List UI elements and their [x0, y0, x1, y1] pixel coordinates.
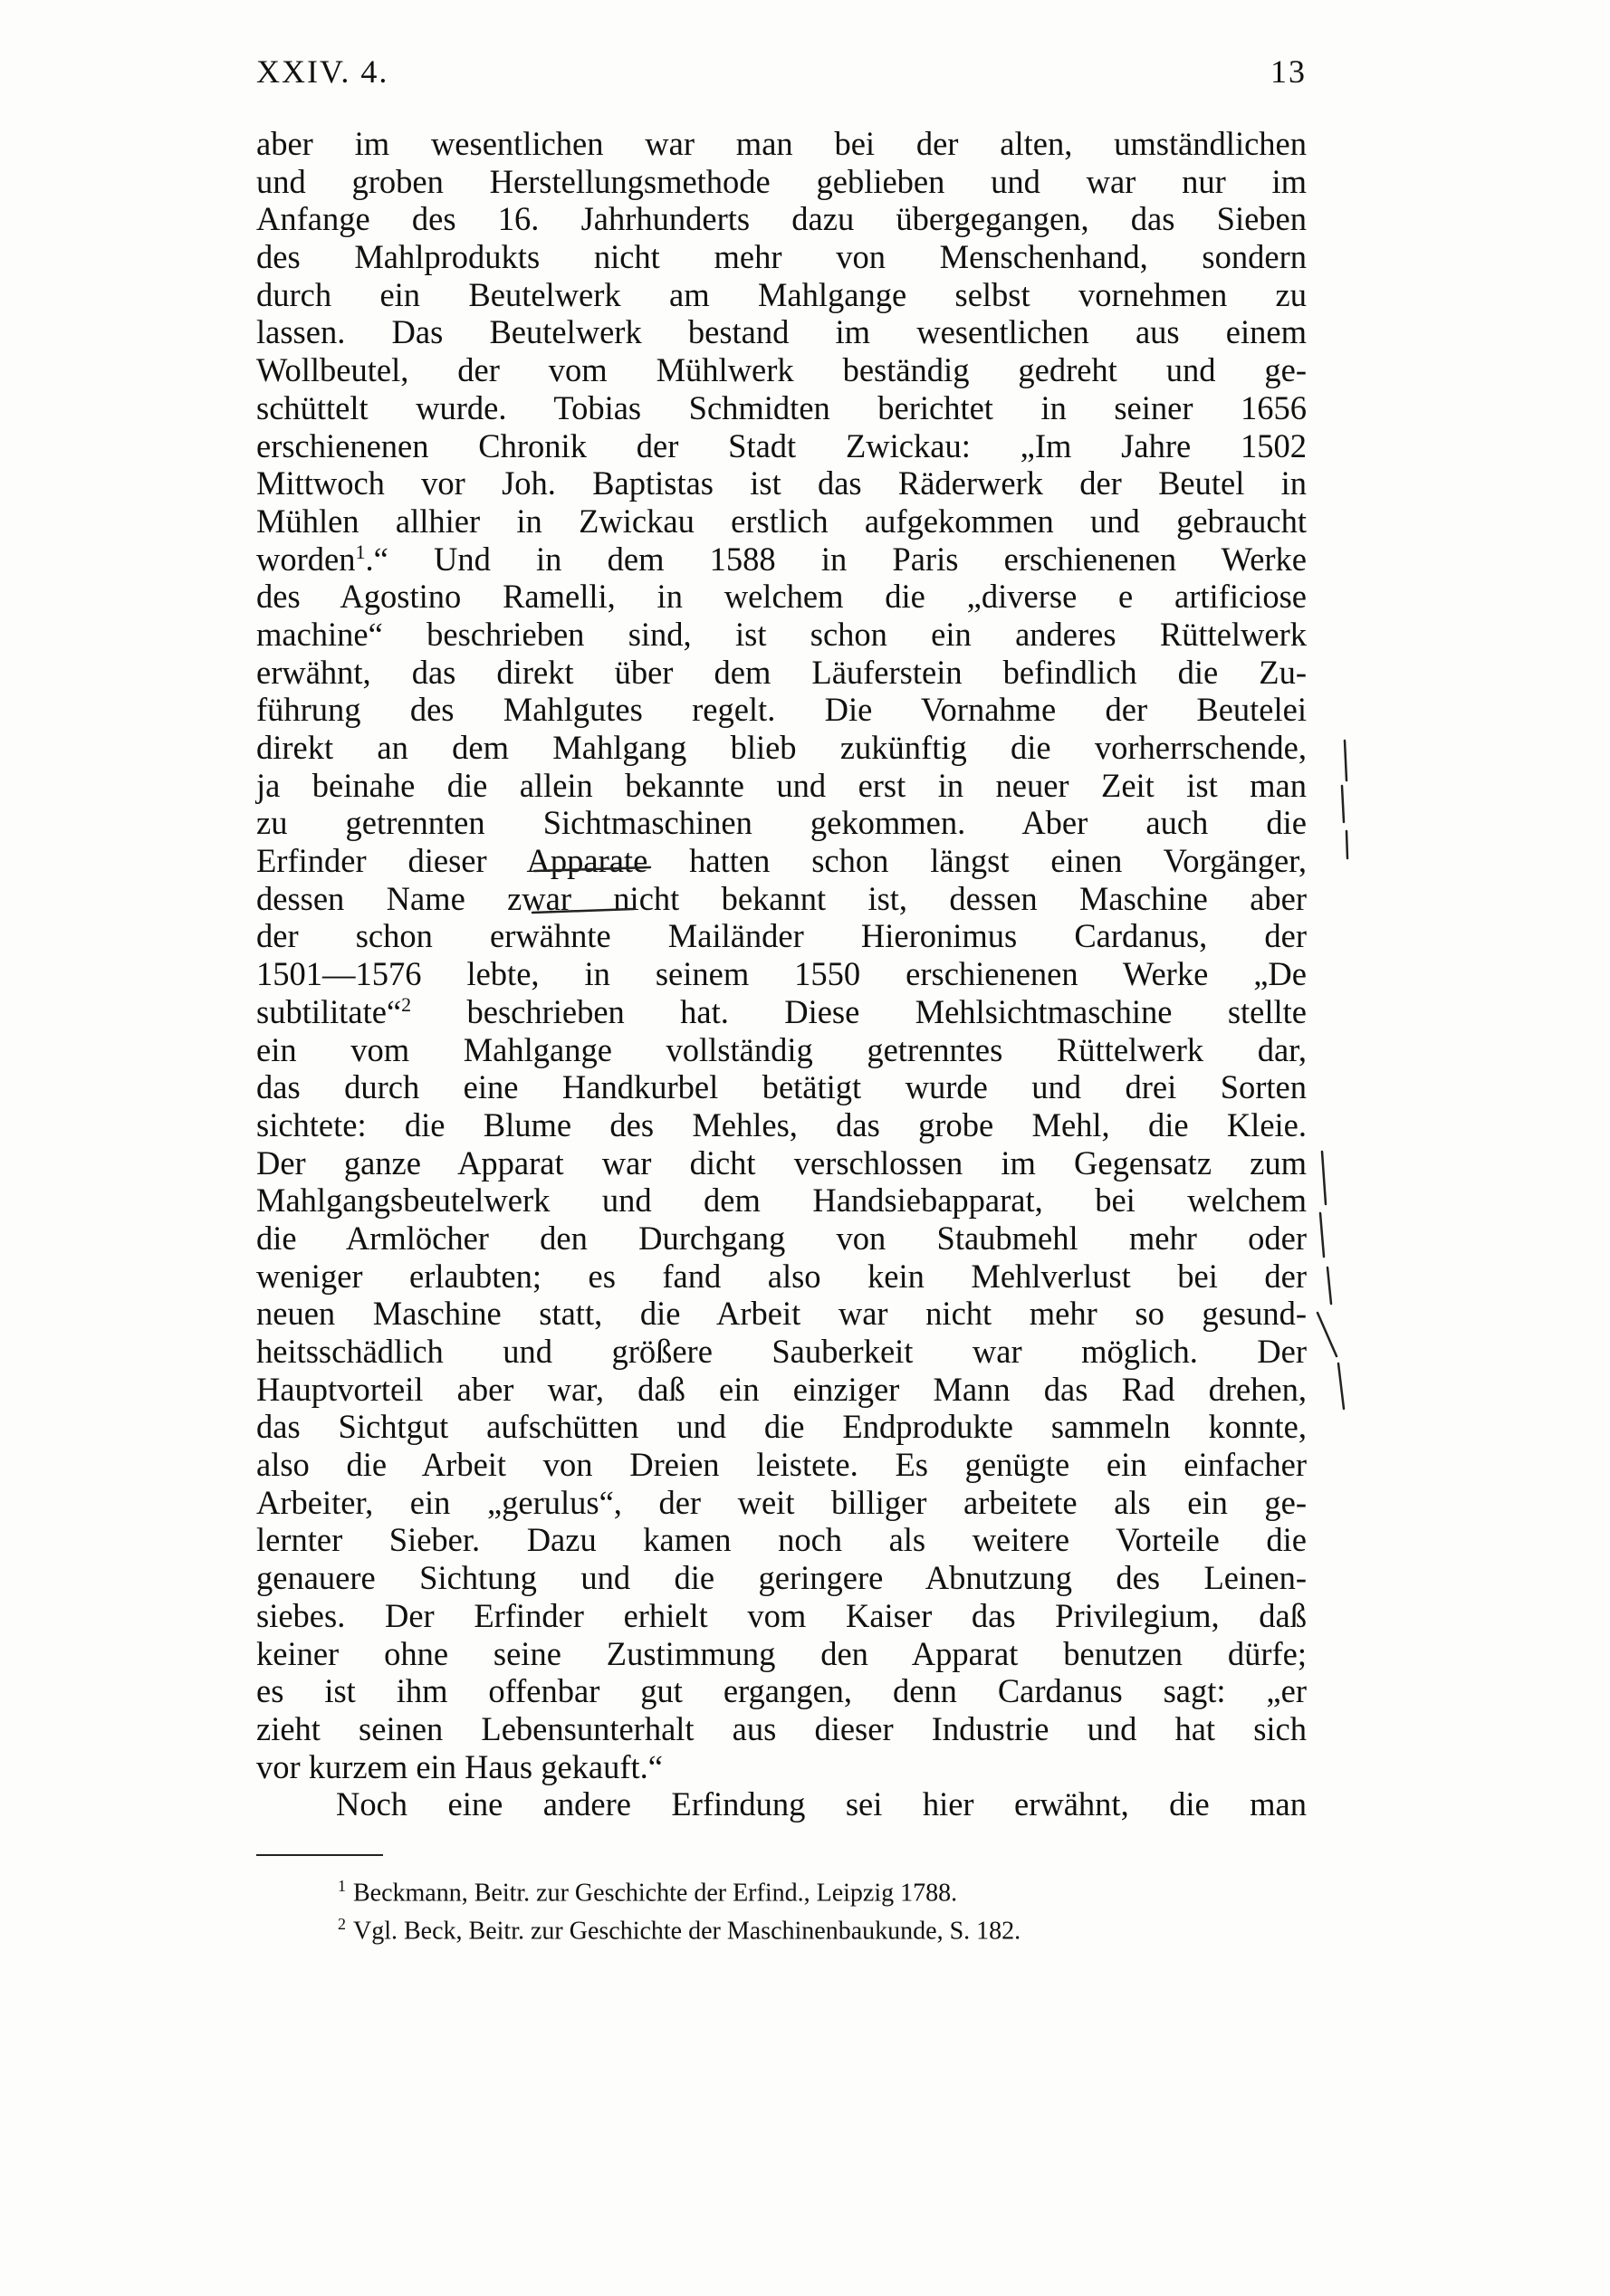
- volume-number: XXIV. 4.: [256, 53, 389, 90]
- footnote-1: [338, 1870, 1307, 1909]
- text-fragment: subtilitate“: [256, 992, 402, 1030]
- text-line: machine“ beschrieben sind, ist schon ein anderes Rüttelwerk: [256, 615, 1307, 653]
- text-line: neuen Maschine statt, die Arbeit war nicht mehr so gesund-: [256, 1295, 1307, 1333]
- text-line: und groben Herstellungsmethode geblieben und war nur im: [256, 162, 1307, 200]
- margin-pencil-line: [1338, 1363, 1344, 1409]
- text-line: also die Arbeit von Dreien leistete. Es genügte ein einfacher: [256, 1446, 1307, 1484]
- text-line: Mühlen allhier in Zwickau erstlich aufgekommen und gebraucht: [256, 502, 1307, 540]
- text-line: führung des Mahlgutes regelt. Die Vornahme der Beutelei: [256, 691, 1307, 729]
- text-line: sichtete: die Blume des Mehles, das grobe Mehl, die Kleie.: [256, 1105, 1307, 1143]
- page-number: 13: [1270, 53, 1307, 90]
- text-line: ein vom Mahlgange vollständig getrenntes Rüttelwerk dar,: [256, 1030, 1307, 1068]
- text-line: Mahlgangsbeutelwerk und dem Handsiebapparat, bei welchem: [256, 1181, 1307, 1220]
- text-line: keiner ohne seine Zustimmung den Apparat benutzen dürfe;: [256, 1634, 1307, 1672]
- margin-pencil-line: [1342, 786, 1344, 822]
- footnote-ref-2[interactable]: 2: [401, 992, 412, 1016]
- text-line: Hauptvorteil aber war, daß ein einziger Mann das Rad drehen,: [256, 1370, 1307, 1408]
- margin-pencil-line: [1346, 831, 1347, 858]
- text-line: aber im wesentlichen war man bei der alten, umständlichen: [256, 125, 1307, 162]
- text-line: Der ganze Apparat war dicht verschlossen im Gegensatz zum: [256, 1143, 1307, 1181]
- text-line-with-footnote-ref: [256, 993, 1307, 1031]
- text-line: lassen. Das Beutelwerk bestand im wesentlichen aus einem: [256, 313, 1307, 351]
- text-line: des Agostino Ramelli, in welchem die „diverse e artificiose: [256, 578, 1307, 616]
- text-line-with-footnote-ref: [256, 541, 1307, 579]
- text-line: vor kurzem ein Haus gekauft.“: [256, 1747, 663, 1785]
- text-line: lernter Sieber. Dazu kamen noch als weitere Vorteile die: [256, 1521, 1307, 1559]
- text-line: erwähnt, das direkt über dem Läuferstein befindlich die Zu-: [256, 653, 1307, 691]
- text-line: das Sichtgut aufschütten und die Endprodukte sammeln konnte,: [256, 1408, 1307, 1446]
- footnote-mark: 1: [338, 1877, 346, 1895]
- text-line: durch ein Beutelwerk am Mahlgange selbst vornehmen zu: [256, 275, 1307, 313]
- margin-pencil-line: [1318, 1313, 1337, 1356]
- text-line: erschienenen Chronik der Stadt Zwickau: „Im Jahre 1502: [256, 426, 1307, 464]
- text-line: die Armlöcher den Durchgang von Staubmehl mehr oder: [256, 1219, 1307, 1257]
- text-line: ja beinahe die allein bekannte und erst in neuer Zeit ist man: [256, 766, 1307, 804]
- text-fragment: beschrieben hat. Diese Mehlsichtmaschine stellte: [411, 992, 1307, 1030]
- text-line: Wollbeutel, der vom Mühlwerk beständig gedreht und ge-: [256, 351, 1307, 389]
- text-line: 1501—1576 lebte, in seinem 1550 erschienenen Werke „De: [256, 955, 1307, 993]
- text-line: Erfinder dieser Apparate hatten schon längst einen Vorgänger,: [256, 842, 1307, 880]
- footnote-text: Beckmann, Beitr. zur Geschichte der Erfind., Leipzig 1788.: [353, 1879, 958, 1908]
- text-line: direkt an dem Mahlgang blieb zukünftig die vorherrschende,: [256, 729, 1307, 766]
- margin-pencil-line: [1345, 741, 1346, 780]
- footnote-ref-1[interactable]: 1: [355, 540, 366, 563]
- text-line: dessen Name zwar nicht bekannt ist, dessen Maschine aber: [256, 879, 1307, 917]
- margin-pencil-line: [1320, 1213, 1324, 1257]
- text-line: Arbeiter, ein „gerulus“, der weit billiger arbeitete als ein ge-: [256, 1483, 1307, 1521]
- text-line: zu getrennten Sichtmaschinen gekommen. Aber auch die: [256, 804, 1307, 842]
- text-line: es ist ihm offenbar gut ergangen, denn Cardanus sagt: „er: [256, 1672, 1307, 1710]
- margin-pencil-line: [1322, 1152, 1326, 1204]
- text-line: des Mahlprodukts nicht mehr von Menschenhand, sondern: [256, 238, 1307, 276]
- footnote-2: [338, 1909, 1307, 1947]
- text-fragment: worden: [256, 540, 356, 578]
- text-line: das durch eine Handkurbel betätigt wurde und drei Sorten: [256, 1068, 1307, 1106]
- text-line: Anfange des 16. Jahrhunderts dazu übergegangen, das Sieben: [256, 200, 1307, 238]
- text-line: Noch eine andere Erfindung sei hier erwähnt, die man: [336, 1785, 1307, 1823]
- text-line: zieht seinen Lebensunterhalt aus dieser Industrie und hat sich: [256, 1709, 1307, 1747]
- text-line: Mittwoch vor Joh. Baptistas ist das Räderwerk der Beutel in: [256, 464, 1307, 502]
- footnotes: [338, 1870, 1307, 1947]
- footnote-text: Vgl. Beck, Beitr. zur Geschichte der Maschinenbaukunde, S. 182.: [353, 1917, 1021, 1946]
- text-line: siebes. Der Erfinder erhielt vom Kaiser das Privilegium, daß: [256, 1596, 1307, 1634]
- margin-pencil-line: [1327, 1268, 1331, 1304]
- footnote-divider: [256, 1854, 383, 1856]
- text-line: weniger erlaubten; es fand also kein Mehlverlust bei der: [256, 1257, 1307, 1295]
- text-line: schüttelt wurde. Tobias Schmidten berichtet in seiner 1656: [256, 388, 1307, 426]
- text-line: der schon erwähnte Mailänder Hieronimus Cardanus, der: [256, 917, 1307, 955]
- text-line: genauere Sichtung und die geringere Abnutzung des Leinen-: [256, 1559, 1307, 1597]
- footnote-mark: 2: [338, 1915, 346, 1934]
- body-text: [256, 125, 1307, 1823]
- text-fragment: .“ Und in dem 1588 in Paris erschienenen Werke: [365, 540, 1307, 578]
- text-line: heitsschädlich und größere Sauberkeit war möglich. Der: [256, 1333, 1307, 1370]
